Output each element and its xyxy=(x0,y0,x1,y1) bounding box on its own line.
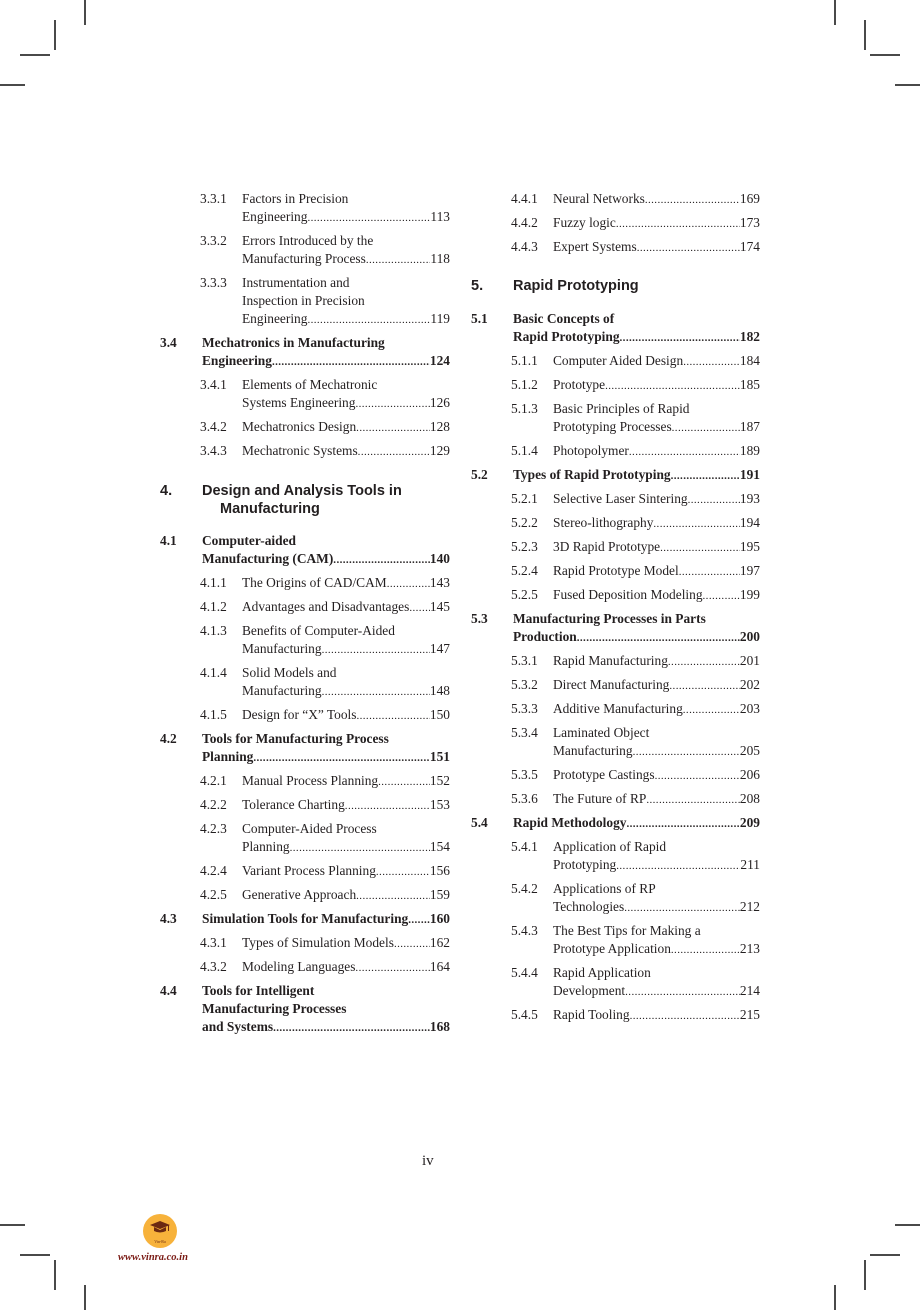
toc-entry-number: 5.1.2 xyxy=(511,377,538,392)
toc-page-number: 151 xyxy=(429,749,450,764)
toc-entry-number: 4.3.1 xyxy=(200,935,227,950)
toc-entry-title xyxy=(553,400,760,436)
toc-entry-number: 3.4.3 xyxy=(200,443,227,458)
dot-leader xyxy=(703,587,740,605)
toc-entry-title xyxy=(513,277,760,295)
toc-page-number: 154 xyxy=(429,839,450,854)
toc-entry-text: Manufacturing (CAM) xyxy=(202,551,334,566)
logo-text: Vin-Ra xyxy=(154,1239,166,1244)
dot-leader xyxy=(408,911,430,929)
dot-leader xyxy=(378,773,430,791)
toc-entry-text: Advantages and Disadvantages xyxy=(242,599,410,614)
toc-entry-title xyxy=(553,190,760,208)
toc-page-number: 128 xyxy=(429,419,450,434)
toc-entry-text: Technologies xyxy=(553,899,625,914)
toc-entry-number: 5.4.2 xyxy=(511,881,538,896)
toc-entry-number: 3.3.2 xyxy=(200,233,227,248)
toc-page-number: 113 xyxy=(430,209,450,224)
toc-entry-text: Computer-aided xyxy=(202,533,296,548)
toc-entry-number: 5.2.5 xyxy=(511,587,538,602)
toc-entry-text: Mechatronics Design xyxy=(242,419,357,434)
toc-page-number: 202 xyxy=(739,677,760,692)
crop-mark xyxy=(54,20,56,50)
toc-entry-text: Manual Process Planning xyxy=(242,773,379,788)
toc-entry-text: Design for “X” Tools xyxy=(242,707,357,722)
dot-leader xyxy=(307,209,430,227)
crop-mark xyxy=(870,54,900,56)
dot-leader xyxy=(273,1019,430,1037)
toc-entry-text: The Best Tips for Making a xyxy=(553,923,701,938)
toc-entry-title xyxy=(553,964,760,1000)
toc-entry-title xyxy=(553,676,760,694)
dot-leader xyxy=(646,791,740,809)
crop-mark xyxy=(20,1254,50,1256)
toc-entry-text: Manufacturing Processes xyxy=(202,1001,347,1016)
crop-mark xyxy=(834,1285,836,1310)
toc-entry-text: Tools for Intelligent xyxy=(202,983,315,998)
dot-leader xyxy=(322,641,430,659)
graduation-cap-icon xyxy=(150,1220,170,1236)
toc-entry-title xyxy=(553,514,760,532)
toc-entry-number: 3.4.1 xyxy=(200,377,227,392)
toc-page-number: 169 xyxy=(739,191,760,206)
toc-page-number: 126 xyxy=(429,395,450,410)
toc-page-number: 164 xyxy=(429,959,450,974)
dot-leader xyxy=(345,797,430,815)
toc-entry-title xyxy=(553,922,760,958)
toc-entry-number: 5.3.5 xyxy=(511,767,538,782)
toc-entry-number: 5.1 xyxy=(471,311,488,326)
dot-leader xyxy=(626,815,739,833)
dot-leader xyxy=(629,443,740,461)
toc-entry-number: 3.3.1 xyxy=(200,191,227,206)
toc-entry-text: Fused Deposition Modeling xyxy=(553,587,703,602)
toc-entry-number: 4.4.2 xyxy=(511,215,538,230)
toc-entry-title xyxy=(553,442,760,460)
toc-entry-text: Generative Approach xyxy=(242,887,357,902)
dot-leader xyxy=(655,767,740,785)
dot-leader xyxy=(645,191,740,209)
toc-entry-title xyxy=(513,610,760,646)
toc-entry-text: Production xyxy=(513,629,577,644)
toc-entry-text: Planning xyxy=(242,839,290,854)
toc-entry-number: 5.3.4 xyxy=(511,725,538,740)
toc-entry-text: Elements of Mechatronic xyxy=(242,377,378,392)
toc-page-number: 160 xyxy=(429,911,450,926)
crop-mark xyxy=(834,0,836,25)
toc-entry-number: 4.1.5 xyxy=(200,707,227,722)
toc-page-number: 148 xyxy=(429,683,450,698)
toc-entry-text: Mechatronics in Manufacturing xyxy=(202,335,385,350)
toc-entry-number: 3.3.3 xyxy=(200,275,227,290)
toc-entry-number: 5.4 xyxy=(471,815,488,830)
toc-entry-text: Basic Principles of Rapid xyxy=(553,401,690,416)
dot-leader xyxy=(356,419,430,437)
toc-entry-text: Design and Analysis Tools in xyxy=(202,483,402,499)
crop-mark xyxy=(54,1260,56,1290)
toc-entry-title xyxy=(202,910,450,928)
toc-page-number: 184 xyxy=(739,353,760,368)
toc-entry-text: Rapid Methodology xyxy=(513,815,627,830)
toc-entry-title xyxy=(513,814,760,832)
toc-entry-text: Development xyxy=(553,983,626,998)
toc-page-number: 203 xyxy=(739,701,760,716)
crop-mark xyxy=(864,20,866,50)
toc-page-number: 153 xyxy=(429,797,450,812)
toc-entry-title xyxy=(553,766,760,784)
toc-entry-number: 5.2.2 xyxy=(511,515,538,530)
toc-entry-title xyxy=(242,664,450,700)
toc-page-number: 156 xyxy=(429,863,450,878)
dot-leader xyxy=(630,1007,740,1025)
toc-entry-number: 4.2.2 xyxy=(200,797,227,812)
toc-entry-title xyxy=(242,574,450,592)
toc-entry-text: Tolerance Charting xyxy=(242,797,345,812)
dot-leader xyxy=(672,419,740,437)
toc-entry-title xyxy=(242,622,450,658)
dot-leader xyxy=(366,251,431,269)
toc-entry-text: Engineering xyxy=(242,209,308,224)
toc-entry-text: Additive Manufacturing xyxy=(553,701,683,716)
toc-entry-title xyxy=(242,232,450,268)
crop-mark xyxy=(0,84,25,86)
toc-page-number: 209 xyxy=(739,815,760,830)
toc-entry-number: 5.4.5 xyxy=(511,1007,538,1022)
toc-entry-title xyxy=(553,1006,760,1024)
dot-leader xyxy=(272,353,430,371)
toc-page-number: 159 xyxy=(429,887,450,902)
toc-entry-title xyxy=(553,538,760,556)
dot-leader xyxy=(605,377,740,395)
toc-entry-number: 5.4.3 xyxy=(511,923,538,938)
dot-leader xyxy=(376,863,430,881)
toc-entry-text: The Future of RP xyxy=(553,791,647,806)
dot-leader xyxy=(387,575,430,593)
toc-entry-text: 3D Rapid Prototype xyxy=(553,539,661,554)
toc-entry-number: 4.1.1 xyxy=(200,575,227,590)
toc-entry-text: Rapid Prototyping xyxy=(513,278,639,294)
dot-leader xyxy=(322,683,430,701)
toc-entry-text: Manufacturing xyxy=(242,641,322,656)
toc-entry-text: Solid Models and xyxy=(242,665,337,680)
toc-entry-title xyxy=(553,562,760,580)
toc-page-number: 118 xyxy=(430,251,450,266)
toc-page-number: 152 xyxy=(429,773,450,788)
toc-entry-title xyxy=(202,532,450,568)
toc-entry-number: 4.1.4 xyxy=(200,665,227,680)
dot-leader xyxy=(679,563,740,581)
crop-mark xyxy=(864,1260,866,1290)
dot-leader xyxy=(356,887,430,905)
toc-page-number: 194 xyxy=(739,515,760,530)
toc-entry-text: Expert Systems xyxy=(553,239,637,254)
crop-mark xyxy=(84,1285,86,1310)
dot-leader xyxy=(333,551,430,569)
toc-entry-title xyxy=(242,598,450,616)
dot-leader xyxy=(669,677,740,695)
toc-page-number: 129 xyxy=(429,443,450,458)
toc-entry-title xyxy=(553,586,760,604)
toc-entry-number: 4.4.1 xyxy=(511,191,538,206)
toc-page-number: 174 xyxy=(739,239,760,254)
toc-entry-text: Engineering xyxy=(202,353,272,368)
dot-leader xyxy=(671,941,740,959)
toc-entry-title xyxy=(242,418,450,436)
toc-entry-text: Tools for Manufacturing Process xyxy=(202,731,389,746)
toc-entry-number: 5.3.1 xyxy=(511,653,538,668)
dot-leader xyxy=(633,743,740,761)
toc-entry-text: The Origins of CAD/CAM xyxy=(242,575,387,590)
toc-entry-text: Manufacturing xyxy=(553,743,633,758)
toc-entry-number: 5.3.3 xyxy=(511,701,538,716)
toc-entry-title xyxy=(242,796,450,814)
toc-entry-text: and Systems xyxy=(202,1019,274,1034)
dot-leader xyxy=(653,515,740,533)
toc-entry-text: Prototype Castings xyxy=(553,767,655,782)
toc-page-number: 206 xyxy=(739,767,760,782)
dot-leader xyxy=(358,443,430,461)
toc-entry-text: Manufacturing xyxy=(220,501,320,517)
toc-entry-text: Laminated Object xyxy=(553,725,650,740)
toc-entry-text: Errors Introduced by the xyxy=(242,233,374,248)
toc-entry-text: Planning xyxy=(202,749,254,764)
page-number: iv xyxy=(422,1153,434,1169)
toc-entry-text: Manufacturing Processes in Parts xyxy=(513,611,706,626)
toc-entry-number: 5.4.1 xyxy=(511,839,538,854)
toc-page-number: 119 xyxy=(430,311,450,326)
toc-entry-title xyxy=(242,862,450,880)
toc-entry-number: 5.3 xyxy=(471,611,488,626)
dot-leader xyxy=(624,899,740,917)
crop-mark xyxy=(895,1224,920,1226)
toc-entry-number: 4.2.3 xyxy=(200,821,227,836)
toc-page-number: 187 xyxy=(739,419,760,434)
toc-page-number: 197 xyxy=(739,563,760,578)
toc-entry-title xyxy=(242,958,450,976)
toc-entry-title xyxy=(553,214,760,232)
toc-page-number: 212 xyxy=(739,899,760,914)
toc-entry-text: Computer-Aided Process xyxy=(242,821,377,836)
toc-entry-text: Basic Concepts of xyxy=(513,311,615,326)
toc-page-number: 168 xyxy=(429,1019,450,1034)
toc-entry-title xyxy=(242,772,450,790)
dot-leader xyxy=(577,629,740,647)
toc-entry-title xyxy=(553,238,760,256)
toc-entry-number: 5.3.6 xyxy=(511,791,538,806)
toc-entry-title xyxy=(242,934,450,952)
toc-entry-text: Prototyping xyxy=(553,857,617,872)
toc-entry-title xyxy=(513,466,760,484)
toc-entry-text: Manufacturing Process xyxy=(242,251,366,266)
toc-entry-text: Simulation Tools for Manufacturing xyxy=(202,911,409,926)
toc-entry-text: Prototype xyxy=(553,377,606,392)
dot-leader xyxy=(671,467,740,485)
toc-entry-number: 5.2.4 xyxy=(511,563,538,578)
toc-entry-text: Variant Process Planning xyxy=(242,863,376,878)
toc-entry-text: Selective Laser Sintering xyxy=(553,491,688,506)
crop-mark xyxy=(870,1254,900,1256)
toc-entry-text: Rapid Prototyping xyxy=(513,329,620,344)
toc-entry-number: 4.3.2 xyxy=(200,959,227,974)
dot-leader xyxy=(683,701,740,719)
toc-entry-text: Types of Rapid Prototyping xyxy=(513,467,671,482)
toc-entry-text: Manufacturing xyxy=(242,683,322,698)
toc-page-number: 162 xyxy=(429,935,450,950)
dot-leader xyxy=(616,857,740,875)
toc-entry-title xyxy=(242,190,450,226)
toc-entry-title xyxy=(553,490,760,508)
toc-page-number: 147 xyxy=(429,641,450,656)
toc-entry-title xyxy=(202,982,450,1036)
toc-entry-text: Neural Networks xyxy=(553,191,645,206)
publisher-logo xyxy=(143,1214,177,1248)
toc-entry-number: 4. xyxy=(160,483,173,499)
toc-page-number: 215 xyxy=(739,1007,760,1022)
toc-entry-text: Photopolymer xyxy=(553,443,629,458)
toc-entry-number: 5.3.2 xyxy=(511,677,538,692)
toc-entry-title xyxy=(553,652,760,670)
dot-leader xyxy=(253,749,430,767)
dot-leader xyxy=(688,491,740,509)
toc-entry-text: Fuzzy logic xyxy=(553,215,616,230)
toc-page-number: 124 xyxy=(429,353,450,368)
toc-entry-text: Stereo-lithography xyxy=(553,515,654,530)
toc-entry-text: Types of Simulation Models xyxy=(242,935,394,950)
toc-entry-text: Computer Aided Design xyxy=(553,353,684,368)
dot-leader xyxy=(394,935,430,953)
toc-entry-title xyxy=(242,820,450,856)
toc-page-number: 185 xyxy=(739,377,760,392)
toc-entry-title xyxy=(553,790,760,808)
toc-entry-text: Inspection in Precision xyxy=(242,293,365,308)
toc-entry-number: 4.2.5 xyxy=(200,887,227,902)
toc-entry-title xyxy=(242,274,450,328)
toc-entry-text: Mechatronic Systems xyxy=(242,443,358,458)
toc-entry-number: 5.4.4 xyxy=(511,965,538,980)
toc-entry-text: Applications of RP xyxy=(553,881,656,896)
toc-page-number: 182 xyxy=(739,329,760,344)
toc-entry-title xyxy=(553,352,760,370)
toc-page-number: 200 xyxy=(739,629,760,644)
toc-page-number: 140 xyxy=(429,551,450,566)
toc-entry-text: Direct Manufacturing xyxy=(553,677,670,692)
toc-page-number: 150 xyxy=(429,707,450,722)
toc-entry-number: 5.1.1 xyxy=(511,353,538,368)
toc-entry-title xyxy=(242,376,450,412)
toc-entry-title xyxy=(242,706,450,724)
toc-entry-number: 5.2.3 xyxy=(511,539,538,554)
toc-entry-number: 4.1.3 xyxy=(200,623,227,638)
toc-entry-title xyxy=(553,880,760,916)
dot-leader xyxy=(660,539,740,557)
toc-entry-number: 5.2 xyxy=(471,467,488,482)
toc-entry-number: 5. xyxy=(471,278,484,294)
dot-leader xyxy=(307,311,430,329)
toc-entry-number: 3.4 xyxy=(160,335,177,350)
toc-page-number: 193 xyxy=(739,491,760,506)
toc-entry-number: 4.1.2 xyxy=(200,599,227,614)
toc-entry-number: 4.3 xyxy=(160,911,177,926)
toc-entry-text: Systems Engineering xyxy=(242,395,356,410)
toc-entry-text: Benefits of Computer-Aided xyxy=(242,623,395,638)
toc-entry-number: 5.1.3 xyxy=(511,401,538,416)
toc-page-number: 143 xyxy=(429,575,450,590)
crop-mark xyxy=(20,54,50,56)
toc-page-number: 199 xyxy=(739,587,760,602)
toc-entry-title xyxy=(553,724,760,760)
dot-leader xyxy=(290,839,430,857)
toc-entry-title xyxy=(242,886,450,904)
toc-entry-text: Application of Rapid xyxy=(553,839,667,854)
toc-entry-text: Prototype Application xyxy=(553,941,671,956)
toc-page-number: 195 xyxy=(739,539,760,554)
dot-leader xyxy=(625,983,740,1001)
toc-page-number: 145 xyxy=(429,599,450,614)
toc-entry-title xyxy=(513,310,760,346)
toc-page-number: 214 xyxy=(739,983,760,998)
toc-page-number: 208 xyxy=(739,791,760,806)
toc-entry-number: 4.4.3 xyxy=(511,239,538,254)
toc-entry-title xyxy=(202,482,450,518)
toc-entry-number: 5.1.4 xyxy=(511,443,538,458)
toc-entry-number: 4.2.4 xyxy=(200,863,227,878)
toc-entry-title xyxy=(553,838,760,874)
crop-mark xyxy=(0,1224,25,1226)
toc-page-number: 201 xyxy=(739,653,760,668)
toc-entry-number: 4.2.1 xyxy=(200,773,227,788)
toc-entry-title xyxy=(553,700,760,718)
toc-page-number: 191 xyxy=(739,467,760,482)
toc-entry-text: Factors in Precision xyxy=(242,191,349,206)
toc-entry-text: Prototyping Processes xyxy=(553,419,672,434)
dot-leader xyxy=(668,653,740,671)
crop-mark xyxy=(84,0,86,25)
toc-entry-number: 4.4 xyxy=(160,983,177,998)
toc-entry-text: Modeling Languages xyxy=(242,959,356,974)
toc-page-number: 211 xyxy=(740,857,760,872)
crop-mark xyxy=(895,84,920,86)
toc-page-number: 205 xyxy=(739,743,760,758)
dot-leader xyxy=(356,707,429,725)
dot-leader xyxy=(355,395,429,413)
dot-leader xyxy=(409,599,430,617)
dot-leader xyxy=(355,959,429,977)
toc-entry-text: Rapid Prototype Model xyxy=(553,563,679,578)
toc-entry-title xyxy=(242,442,450,460)
dot-leader xyxy=(637,239,740,257)
toc-entry-number: 4.2 xyxy=(160,731,177,746)
dot-leader xyxy=(616,215,740,233)
toc-entry-title xyxy=(202,334,450,370)
dot-leader xyxy=(620,329,740,347)
dot-leader xyxy=(683,353,740,371)
toc-entry-text: Instrumentation and xyxy=(242,275,350,290)
toc-entry-number: 4.1 xyxy=(160,533,177,548)
toc-entry-number: 5.2.1 xyxy=(511,491,538,506)
toc-page-number: 189 xyxy=(739,443,760,458)
publisher-url: www.vinra.co.in xyxy=(118,1252,188,1263)
toc-entry-number: 3.4.2 xyxy=(200,419,227,434)
toc-entry-title xyxy=(202,730,450,766)
toc-entry-title xyxy=(553,376,760,394)
toc-entry-text: Rapid Tooling xyxy=(553,1007,630,1022)
toc-entry-text: Rapid Application xyxy=(553,965,651,980)
toc-entry-text: Engineering xyxy=(242,311,308,326)
toc-entry-text: Rapid Manufacturing xyxy=(553,653,668,668)
toc-page-number: 173 xyxy=(739,215,760,230)
toc-page-number: 213 xyxy=(739,941,760,956)
